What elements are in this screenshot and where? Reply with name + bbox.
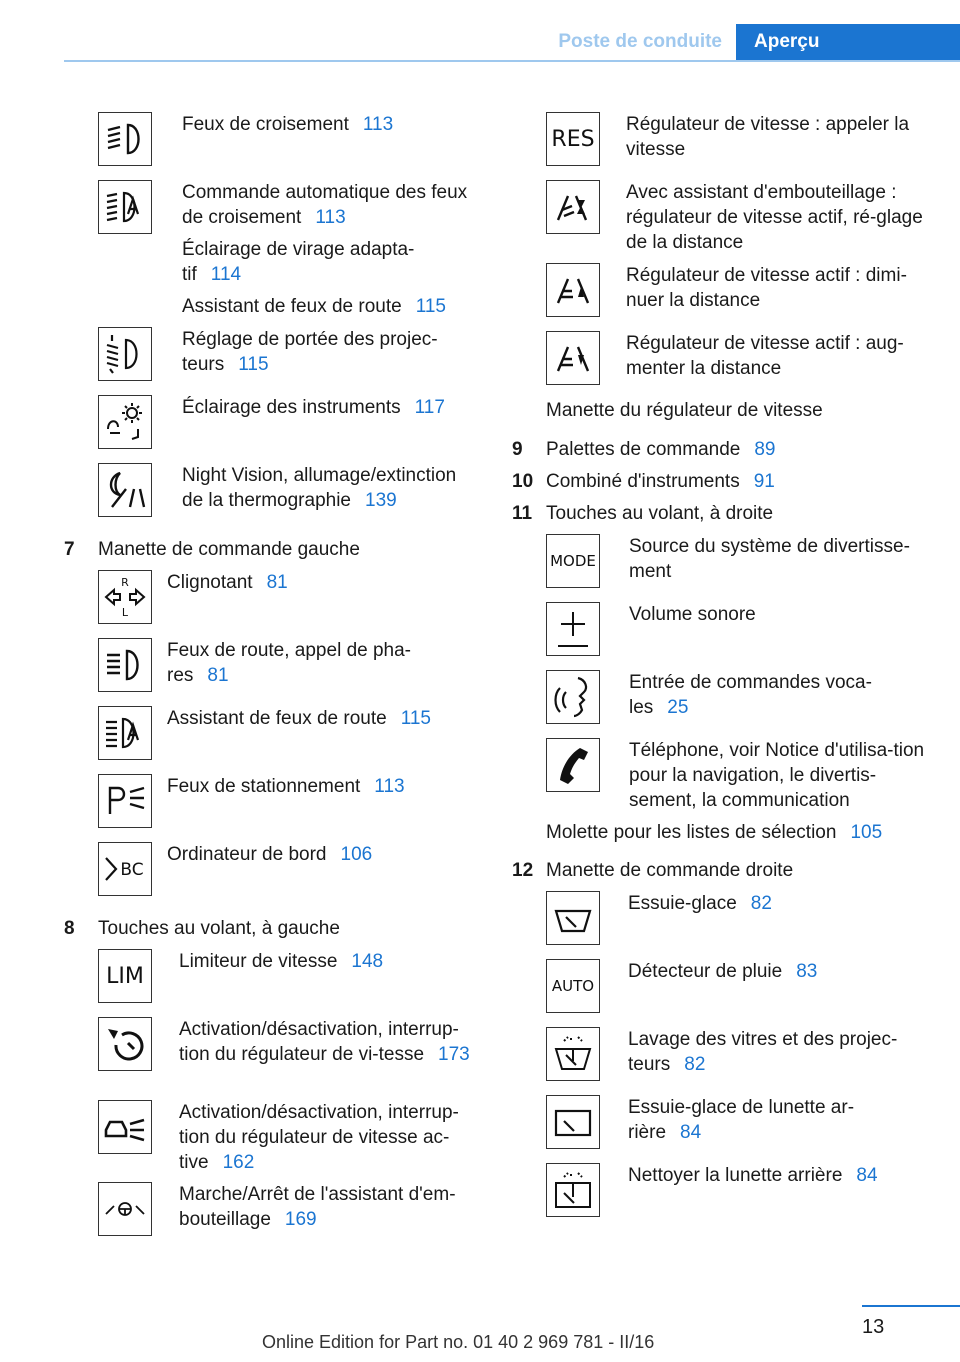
page-link[interactable]: 84 — [680, 1122, 702, 1143]
icon-label: BC — [120, 860, 144, 880]
page-link[interactable]: 169 — [284, 1209, 317, 1230]
page-link[interactable]: 117 — [414, 397, 445, 418]
distance-decrease-icon — [546, 263, 600, 317]
page-link[interactable]: 84 — [856, 1165, 878, 1186]
mode-icon — [546, 534, 600, 588]
item-text: Commande automatique des feux de croisement — [182, 182, 468, 228]
page-link[interactable]: 173 — [438, 1044, 470, 1065]
distance-increase-icon — [546, 331, 600, 385]
instrument-lighting-icon — [98, 395, 152, 449]
item-text: Régulateur de vitesse : appeler la vitesse — [626, 114, 910, 160]
section-number: 9 — [512, 439, 523, 460]
item-text: Avec assistant d'embouteillage : régulateur de vitesse actif, ré-glage de la distance — [626, 182, 923, 253]
item-text: Volume sonore — [629, 604, 756, 625]
icon-label: MODE — [550, 552, 596, 570]
board-computer-icon — [98, 842, 152, 896]
auto-low-beam-icon — [98, 180, 152, 234]
section-title: Manette de commande gauche — [98, 539, 360, 560]
icon-label: RES — [551, 126, 595, 152]
telephone-icon — [546, 738, 600, 792]
traffic-jam-assistant-icon — [98, 1182, 152, 1236]
section-title: Touches au volant, à gauche — [98, 918, 340, 939]
item-text: Régulateur de vitesse actif : aug-menter la distance — [626, 333, 904, 379]
section-number: 12 — [512, 860, 534, 881]
header-tabs — [530, 24, 960, 60]
page-link[interactable]: 162 — [222, 1152, 255, 1173]
item-text: Assistant de feux de route — [182, 296, 402, 317]
item-text: Éclairage de virage adapta-tif — [182, 239, 415, 285]
item-text: Téléphone, voir Notice d'utilisa-tion pour la navigation, le divertis-sement, la communication — [629, 740, 925, 811]
item-text: Source du système de divertisse-ment — [629, 536, 910, 582]
footer-rule — [862, 1305, 960, 1307]
page-link[interactable]: 115 — [415, 296, 446, 317]
rear-washer-icon — [546, 1163, 600, 1217]
parking-lights-icon — [98, 774, 152, 828]
page-link[interactable]: 83 — [796, 961, 818, 982]
high-beam-icon — [98, 638, 152, 692]
page-link[interactable]: 106 — [340, 844, 373, 865]
rain-sensor-icon — [546, 959, 600, 1013]
item-text: Assistant de feux de route — [167, 708, 387, 729]
page-link[interactable]: 25 — [667, 697, 689, 718]
speed-limiter-icon — [98, 949, 152, 1003]
page-link[interactable]: 82 — [750, 893, 772, 914]
page-link[interactable]: 114 — [210, 264, 242, 285]
item-text: Essuie-glace — [628, 893, 737, 914]
page-link[interactable]: 113 — [362, 114, 394, 135]
item-text: Clignotant — [167, 572, 253, 593]
low-beam-icon — [98, 112, 152, 166]
icon-label: AUTO — [551, 977, 595, 995]
item-text: Réglage de portée des projec-teurs — [182, 329, 438, 375]
page-link[interactable]: 113 — [374, 776, 405, 797]
section-number: 8 — [64, 918, 75, 939]
item-text: Molette pour les listes de sélection — [546, 822, 837, 843]
item-text: Régulateur de vitesse actif : dimi-nuer la distance — [626, 265, 907, 311]
header-rule — [64, 60, 960, 62]
resume-speed-icon — [546, 112, 600, 166]
page-link[interactable]: 91 — [753, 471, 775, 492]
volume-icon — [546, 602, 600, 656]
voice-command-icon — [546, 670, 600, 724]
tab-poste-de-conduite[interactable]: Poste de conduite — [558, 31, 722, 52]
section-number: 7 — [64, 539, 75, 560]
item-text: Manette du régulateur de vitesse — [546, 400, 823, 421]
page-link[interactable]: 115 — [400, 708, 431, 729]
page-link[interactable]: 81 — [207, 665, 229, 686]
rear-wiper-icon — [546, 1095, 600, 1149]
item-text: Feux de croisement — [182, 114, 349, 135]
item-text: Entrée de commandes voca-les — [629, 672, 872, 718]
headlight-range-icon — [98, 327, 152, 381]
edition-footer: Online Edition for Part no. 01 40 2 969 781 - II/16 — [262, 1332, 655, 1352]
item-text: Détecteur de pluie — [628, 961, 783, 982]
page-link[interactable]: 82 — [684, 1054, 706, 1075]
item-text: Feux de stationnement — [167, 776, 361, 797]
section-title: Touches au volant, à droite — [546, 503, 774, 524]
night-vision-icon — [98, 463, 152, 517]
item-text: Night Vision, allumage/extinction de la thermographie — [182, 465, 457, 511]
item-text: Ordinateur de bord — [167, 844, 327, 865]
distance-assist-icon — [546, 180, 600, 234]
page-number: 13 — [862, 1316, 885, 1338]
page-link[interactable]: 139 — [365, 490, 397, 511]
active-cruise-control-icon — [98, 1100, 152, 1154]
page-link[interactable]: 148 — [351, 951, 384, 972]
section-title: Palettes de commande — [546, 439, 741, 460]
washer-icon — [546, 1027, 600, 1081]
item-text: Activation/désactivation, interrup-tion du régulateur de vi-tesse — [179, 1019, 459, 1065]
page-link[interactable]: 115 — [238, 354, 269, 375]
tab-apercu[interactable]: Aperçu — [736, 24, 960, 60]
page-link[interactable]: 113 — [315, 207, 346, 228]
item-text: Limiteur de vitesse — [179, 951, 338, 972]
page-link[interactable]: 81 — [266, 572, 288, 593]
section-number: 10 — [512, 471, 534, 492]
item-text: Essuie-glace de lunette ar-rière — [628, 1097, 855, 1143]
item-text: Nettoyer la lunette arrière — [628, 1165, 843, 1186]
item-text: Éclairage des instruments — [182, 397, 401, 418]
turn-signal-icon — [98, 570, 152, 624]
cruise-control-icon — [98, 1017, 152, 1071]
item-text: Marche/Arrêt de l'assistant d'em-bouteillage — [179, 1184, 456, 1230]
item-text: Lavage des vitres et des projec-teurs — [628, 1029, 898, 1075]
page-link[interactable]: 105 — [850, 822, 883, 843]
svg-text:R: R — [121, 576, 129, 589]
section-title: Manette de commande droite — [546, 860, 794, 881]
section-title: Combiné d'instruments — [546, 471, 740, 492]
item-text: Activation/désactivation, interrup-tion du régulateur de vitesse ac-tive — [179, 1102, 459, 1173]
section-number: 11 — [512, 503, 533, 524]
wiper-icon — [546, 891, 600, 945]
page-link[interactable]: 89 — [754, 439, 776, 460]
icon-label: LIM — [106, 963, 144, 989]
high-beam-assistant-icon — [98, 706, 152, 760]
item-text: Feux de route, appel de pha-res — [167, 640, 412, 686]
svg-text:L: L — [121, 606, 129, 619]
